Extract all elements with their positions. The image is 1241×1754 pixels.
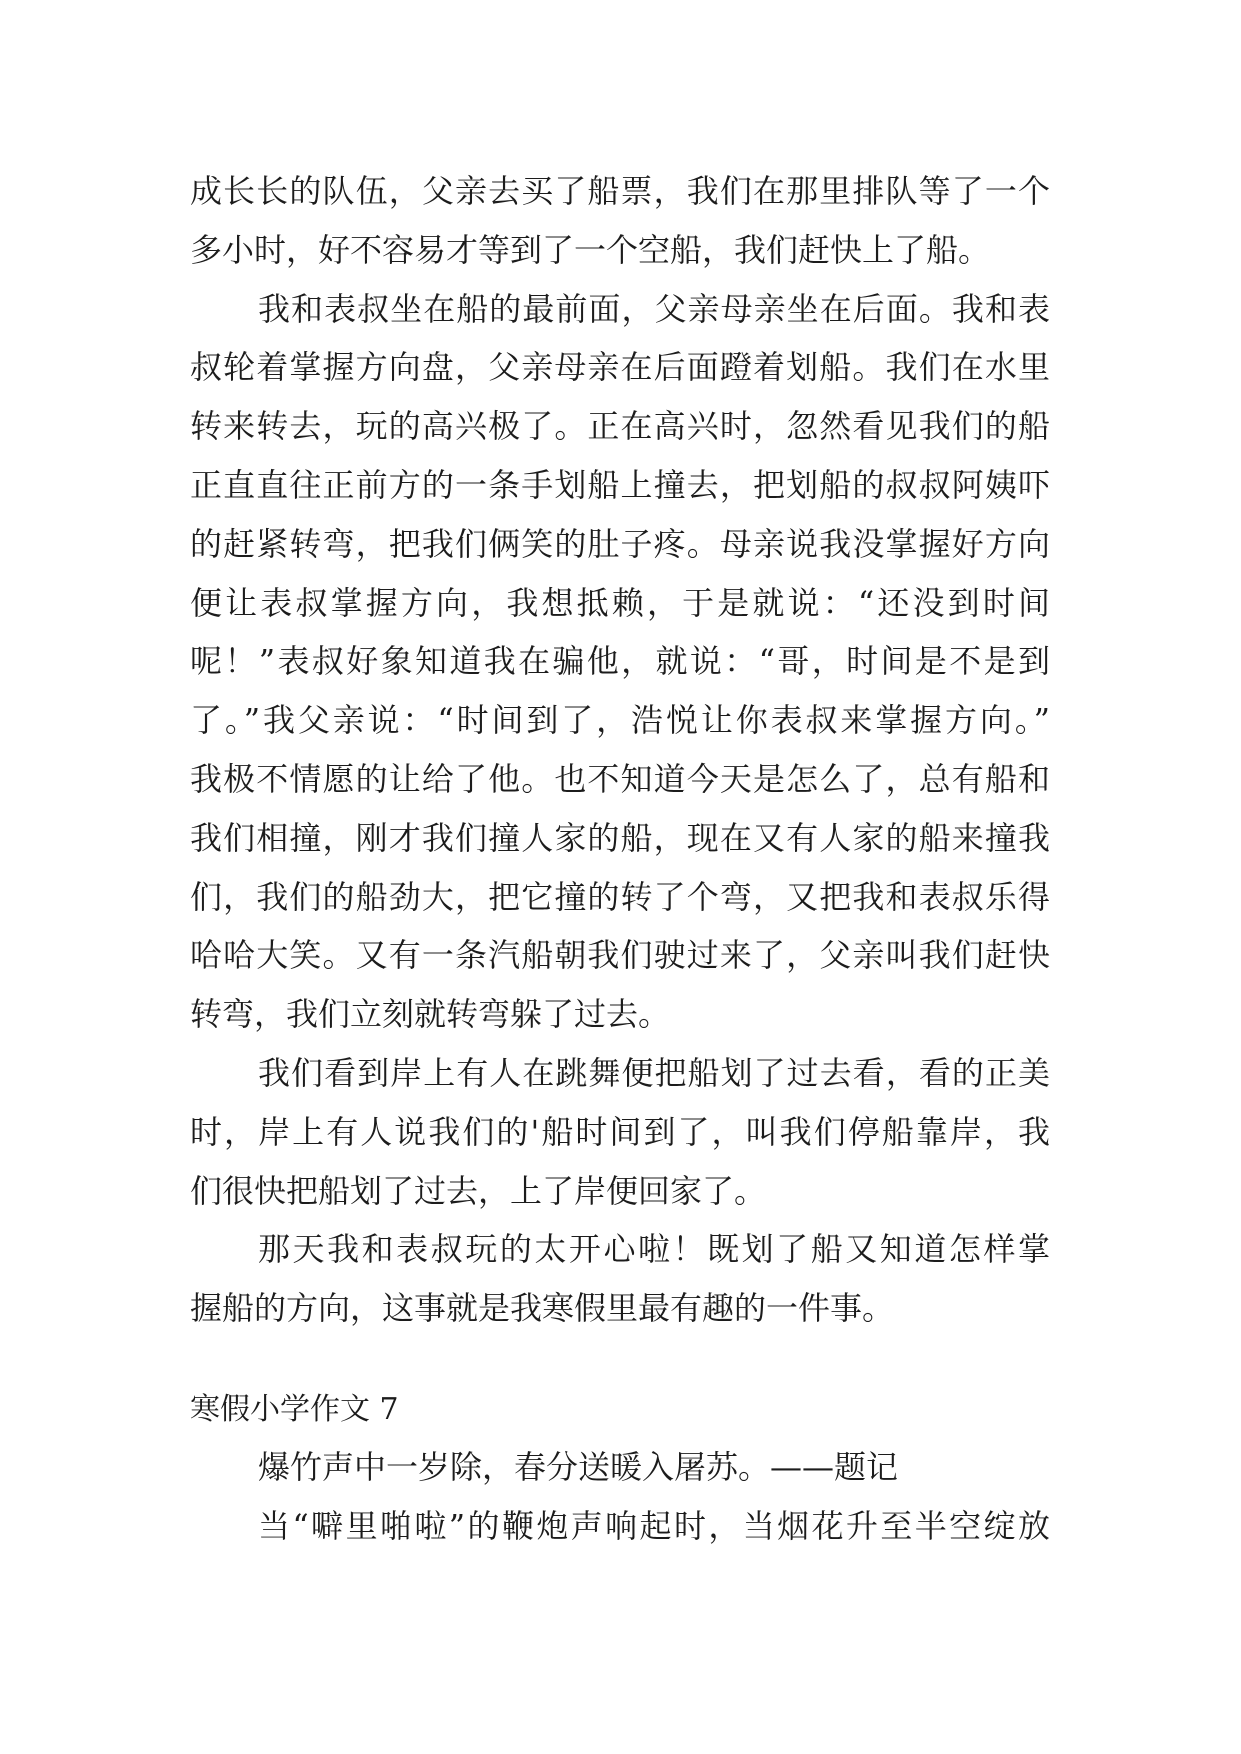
- text-line: 转弯，我们立刻就转弯躲了过去。: [190, 995, 671, 1034]
- text-line: 叔轮着掌握方向盘，父亲母亲在后面蹬着划船。我们在水里: [190, 348, 1050, 387]
- paragraph-conclusion: [190, 1220, 1050, 1338]
- text-line: 们很快把船划了过去，上了岸便回家了。: [190, 1171, 767, 1210]
- section-title: 寒假小学作文 7: [190, 1391, 399, 1427]
- text-line: 当“噼里啪啦”的鞭炮声响起时，当烟花升至半空绽放: [258, 1506, 1050, 1545]
- text-line: 多小时，好不容易才等到了一个空船，我们赶快上了船。: [190, 230, 991, 269]
- paragraph-dancing: [190, 1044, 1050, 1220]
- text-line: 便让表叔掌握方向，我想抵赖，于是就说：“还没到时间: [190, 583, 1050, 622]
- epigraph: 爆竹声中一岁除，春分送暖入屠苏。——题记: [258, 1447, 899, 1486]
- section-gap: [190, 1338, 1050, 1382]
- text-line: 转来转去，玩的高兴极了。正在高兴时，忽然看见我们的船: [190, 407, 1050, 446]
- paragraph-boating: [190, 280, 1050, 1044]
- text-line: 成长长的队伍，父亲去买了船票，我们在那里排队等了一个: [190, 172, 1050, 210]
- text-line: 正直直往正前方的一条手划船上撞去，把划船的叔叔阿姨吓: [190, 465, 1050, 504]
- text-line: 的赶紧转弯，把我们俩笑的肚子疼。母亲说我没掌握好方向: [190, 524, 1050, 563]
- text-line: 了。”我父亲说：“时间到了，浩悦让你表叔来掌握方向。”: [190, 701, 1050, 740]
- text-line: 那天我和表叔玩的太开心啦！既划了船又知道怎样掌: [258, 1230, 1050, 1269]
- paragraph-queue: [190, 162, 1050, 280]
- text-line: 我和表叔坐在船的最前面，父亲母亲坐在后面。我和表: [258, 289, 1050, 328]
- essay-body: [190, 162, 1050, 1556]
- text-line: 我极不情愿的让给了他。也不知道今天是怎么了，总有船和: [190, 759, 1050, 798]
- text-line: 们，我们的船劲大，把它撞的转了个弯，又把我和表叔乐得: [190, 877, 1050, 916]
- text-line: 握船的方向，这事就是我寒假里最有趣的一件事。: [190, 1289, 895, 1328]
- text-line: 哈哈大笑。又有一条汽船朝我们驶过来了，父亲叫我们赶快: [190, 936, 1050, 975]
- text-line: 我们相撞，刚才我们撞人家的船，现在又有人家的船来撞我: [190, 818, 1050, 857]
- text-line: 时，岸上有人说我们的'船时间到了，叫我们停船靠岸，我: [190, 1112, 1050, 1151]
- text-line: 呢！”表叔好象知道我在骗他，就说：“哥，时间是不是到: [190, 642, 1050, 681]
- text-line: 我们看到岸上有人在跳舞便把船划了过去看，看的正美: [258, 1053, 1050, 1092]
